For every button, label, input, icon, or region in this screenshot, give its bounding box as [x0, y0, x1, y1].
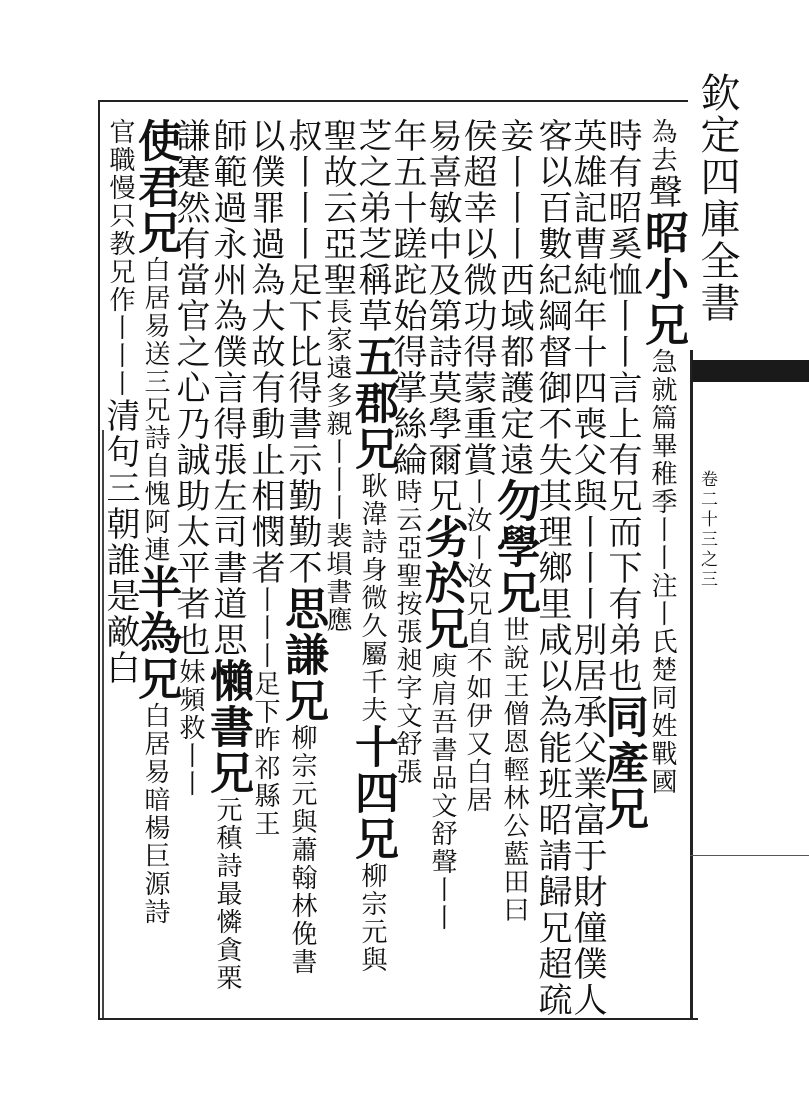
entry-headword: 昭小兄 — [637, 210, 688, 348]
text-segment: 白居易暗楊巨源詩 — [140, 702, 170, 926]
text-segment: 官職慢只教兄作丨丨丨 — [105, 118, 135, 398]
text-segment: 時云亞聖按張昶字文舒張 — [392, 478, 422, 786]
entry-headword: 勿學兄 — [489, 478, 540, 616]
text-segment: 聖故云亞聖 — [317, 118, 357, 298]
text-segment: 客以百數紀綱督御不失其理鄉里咸以為能班昭請歸兄超疏 — [532, 118, 572, 1018]
frame-top-border — [98, 100, 688, 102]
text-column — [98, 118, 142, 1018]
entry-headword: 使君兄 — [130, 118, 181, 256]
entry-headword: 同產兄 — [597, 694, 648, 832]
text-segment: 長家遠多親丨丨丨 — [322, 298, 352, 522]
frame-bottom-border — [98, 1018, 698, 1020]
book-title: 欽定四庫全書 — [694, 72, 740, 324]
entry-headword: 半為兄 — [130, 564, 181, 702]
text-segment: 急就篇畢稚季丨丨注丨氏楚同姓戰國 — [647, 348, 677, 796]
text-segment: 以僕罪過為大故有動止相憫者 — [245, 118, 285, 586]
entry-headword: 十四兄 — [347, 724, 398, 862]
text-segment: 柳宗元與蕭翰林俛書 — [287, 724, 317, 976]
entry-headword: 五郡兄 — [347, 334, 398, 472]
text-segment: 侯超幸以微功得蒙重賞 — [457, 118, 497, 478]
text-segment: 年五十蹉跎始得掌絲綸 — [387, 118, 427, 478]
entry-headword: 懶書兄 — [202, 658, 253, 796]
text-segment: 叔丨丨丨足下比得書示勤勤不 — [282, 118, 322, 586]
text-segment: 元稹詩最憐貪栗 — [212, 796, 242, 992]
text-column — [637, 118, 688, 1018]
margin-rule — [690, 855, 809, 856]
text-segment: 時有昭奚恤丨丨言上有兄而下有弟也 — [602, 118, 642, 694]
text-segment: 謙蹇然有當官之心乃誠助太平者也 — [170, 118, 210, 658]
text-segment: 英雄記曹純年十四喪父與丨丨丨別居承父業富于財僮僕人 — [567, 118, 607, 1018]
juan-label: 卷二十三之三 — [697, 470, 717, 590]
text-segment: 世說王僧恩輕林公藍田曰 — [499, 616, 529, 924]
text-segment: 聲 — [642, 174, 682, 210]
text-segment: 妾丨丨丨西域都護定遠 — [494, 118, 534, 478]
text-segment: 芝之弟芝稱草 — [352, 118, 392, 334]
text-segment: 妹頻救丨丨 — [175, 658, 205, 798]
text-segment: 丨汝丨汝兄自不如伊又白居 — [462, 478, 492, 814]
text-column — [243, 118, 287, 1018]
frame-right-border — [690, 350, 693, 1020]
text-segment: 柳宗元與 — [357, 862, 387, 974]
text-segment: 為去 — [647, 118, 677, 174]
text-segment: 耿湋詩身微久屬千夫 — [357, 472, 387, 724]
text-segment: 庾肩吾書品文舒聲丨丨 — [427, 652, 457, 932]
text-segment: 裴塤書應 — [322, 522, 352, 634]
text-segment: 白居易送三兄詩自愧阿連 — [140, 256, 170, 564]
entry-headword: 思謙兄 — [277, 586, 328, 724]
text-segment: 丨丨丨足下昨祁縣王 — [250, 586, 280, 838]
text-segment: 易喜敏中及第詩莫學爾兄 — [422, 118, 462, 514]
text-segment: 師範過永州為僕言得張左司書道思 — [207, 118, 247, 658]
text-segment: 清句三朝誰是敵白 — [100, 398, 140, 686]
fold-marker — [692, 360, 809, 382]
entry-headword: 劣於兄 — [417, 514, 468, 652]
